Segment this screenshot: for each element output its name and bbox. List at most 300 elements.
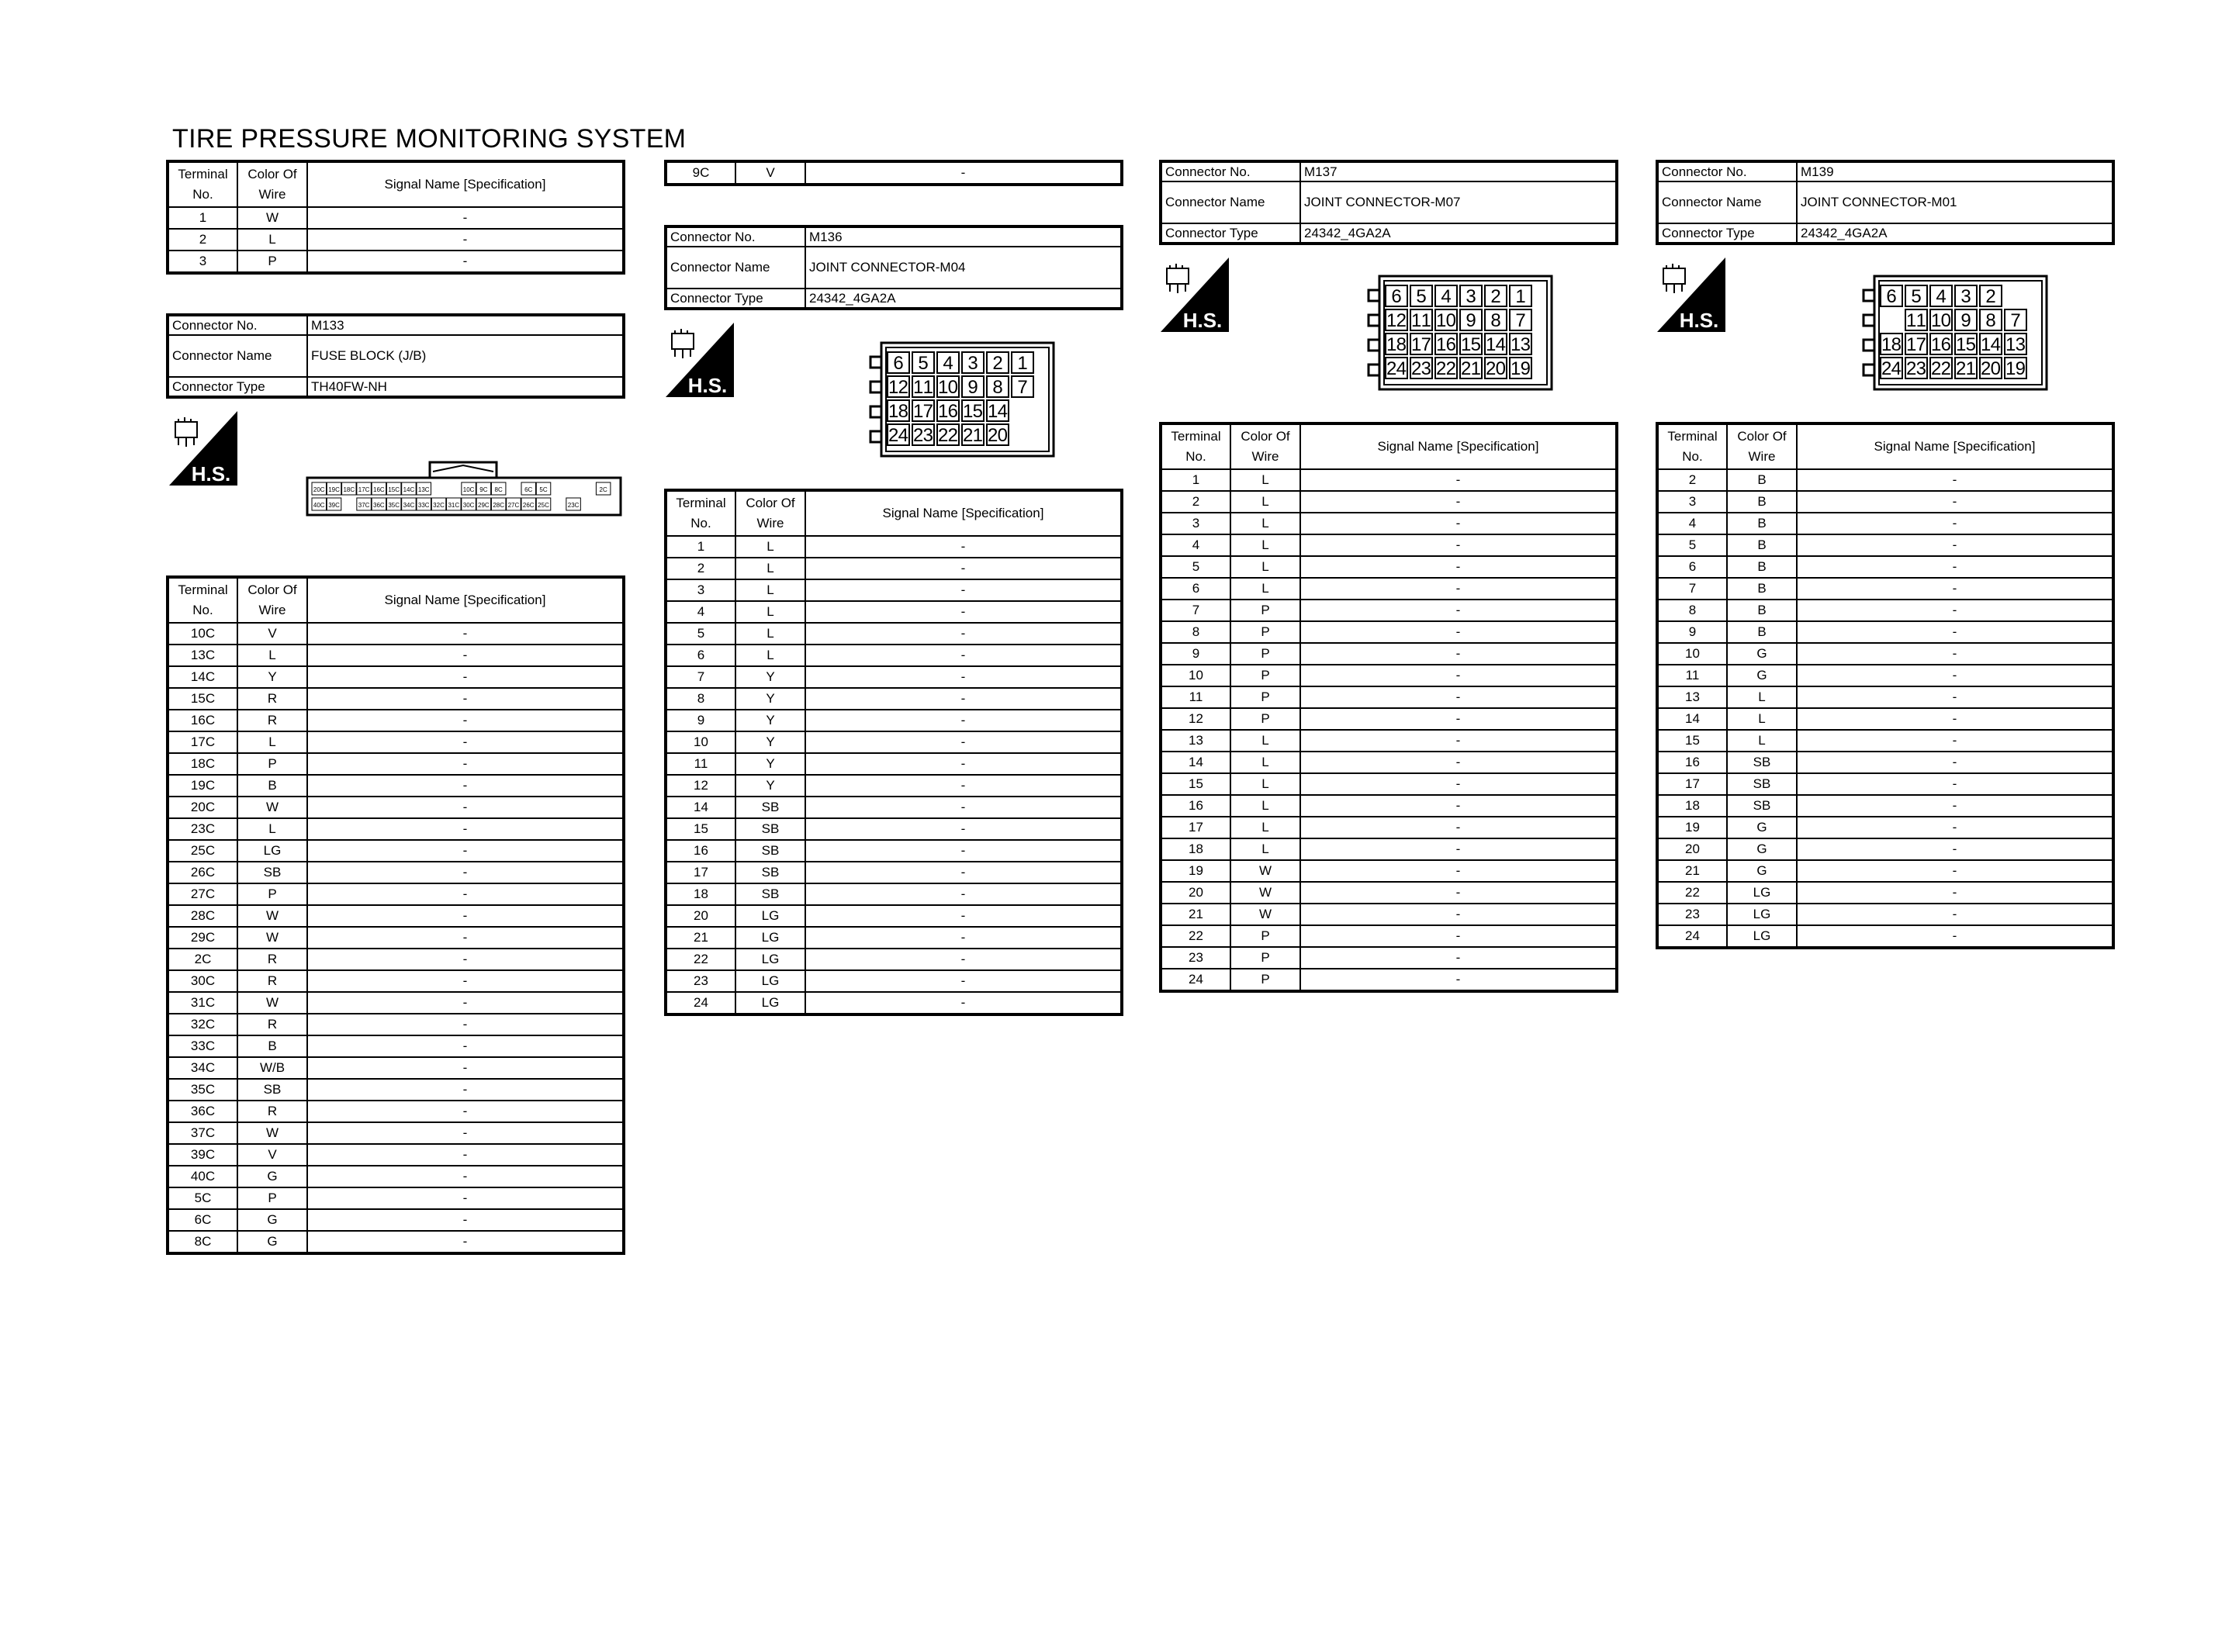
table-body: [1161, 469, 1617, 991]
pin-label: 2: [1490, 286, 1501, 307]
signal-cell: -: [805, 161, 1122, 185]
terminal-cell: 12: [1161, 708, 1230, 730]
signal-cell: -: [1300, 643, 1617, 665]
signal-header: Signal Name [Specification]: [1797, 423, 2113, 469]
terminal-cell: 2: [1161, 491, 1230, 513]
table-row: [168, 862, 624, 883]
pin-label: 26C: [522, 502, 535, 509]
signal-cell: -: [307, 818, 624, 840]
signal-cell: -: [1797, 904, 2113, 925]
pin-label: 3: [967, 353, 978, 374]
pin-label: 17: [913, 401, 933, 422]
wire-color-cell: LG: [735, 992, 805, 1014]
table-row: [1657, 708, 2113, 730]
terminal-cell: 15: [1657, 730, 1727, 752]
table-row: [1161, 686, 1617, 708]
signal-cell: -: [307, 927, 624, 949]
wire-color-cell: LG: [735, 949, 805, 970]
table-row: [1161, 534, 1617, 556]
pin-label: 20C: [313, 486, 325, 493]
terminal-cell: 11: [1161, 686, 1230, 708]
terminal-cell: 22: [1657, 882, 1727, 904]
signal-cell: -: [307, 645, 624, 666]
signal-cell: -: [1797, 925, 2113, 948]
terminal-cell: 23: [666, 970, 735, 992]
terminal-cell: 34C: [168, 1057, 237, 1079]
connector-type-value: 24342_4GA2A: [1797, 223, 2113, 244]
signal-cell: -: [1797, 643, 2113, 665]
connector-no-label: Connector No.: [1657, 161, 1797, 181]
pin-label: 16: [938, 401, 958, 422]
table-row: [168, 818, 624, 840]
pin-label: 21: [963, 425, 983, 446]
signal-cell: -: [307, 1209, 624, 1231]
pin-label: 5: [1911, 286, 1922, 307]
table-row: [1657, 817, 2113, 838]
pin-label: 15: [1461, 334, 1481, 355]
color-header: Color Of Wire: [735, 490, 805, 536]
signal-cell: -: [1300, 578, 1617, 600]
pin-label: 36C: [373, 502, 385, 509]
signal-cell: -: [1300, 904, 1617, 925]
table-row: [168, 775, 624, 797]
connector-name-label: Connector Name: [168, 335, 307, 377]
wire-color-cell: B: [237, 775, 307, 797]
page-title: TIRE PRESSURE MONITORING SYSTEM: [172, 124, 687, 154]
terminal-cell: 19: [1657, 817, 1727, 838]
signal-cell: -: [1797, 578, 2113, 600]
terminal-cell: 12: [666, 775, 735, 797]
table-row: [1161, 969, 1617, 991]
terminal-table-m133: [166, 575, 625, 1255]
table-row: [666, 731, 1122, 753]
wire-color-cell: L: [1230, 534, 1300, 556]
terminal-cell: 6C: [168, 1209, 237, 1231]
signal-cell: -: [805, 818, 1122, 840]
pin-label: 22: [938, 425, 958, 446]
pin-label: 27C: [507, 502, 520, 509]
terminal-header: Terminal No.: [168, 161, 237, 207]
pin-label: 29C: [478, 502, 490, 509]
table-row: [168, 1166, 624, 1187]
table-row: [168, 645, 624, 666]
signal-cell: -: [805, 666, 1122, 688]
signal-cell: -: [1300, 708, 1617, 730]
pin-label: 16: [1931, 334, 1951, 355]
signal-cell: -: [307, 207, 624, 229]
signal-cell: -: [1300, 621, 1617, 643]
wire-color-cell: V: [237, 1144, 307, 1166]
svg-text:H.S.: H.S.: [1679, 309, 1719, 332]
pin-label: 18: [1881, 334, 1902, 355]
wire-color-cell: L: [1230, 556, 1300, 578]
pin-label: 17: [1411, 334, 1431, 355]
wire-color-cell: G: [1727, 643, 1797, 665]
signal-cell: -: [805, 645, 1122, 666]
pin-label: 24: [888, 425, 908, 446]
table-row: [1161, 838, 1617, 860]
wire-color-cell: G: [237, 1231, 307, 1253]
wire-color-cell: P: [1230, 969, 1300, 991]
pin-label: 6: [893, 353, 904, 374]
signal-cell: -: [307, 753, 624, 775]
table-row: [1161, 730, 1617, 752]
signal-cell: -: [1300, 665, 1617, 686]
terminal-cell: 40C: [168, 1166, 237, 1187]
wire-color-cell: W: [1230, 882, 1300, 904]
table-row: [1161, 665, 1617, 686]
pin-label: 9: [1960, 310, 1971, 331]
terminal-cell: 18: [1161, 838, 1230, 860]
table-body: [666, 161, 1122, 185]
wire-color-cell: Y: [237, 666, 307, 688]
wire-color-cell: L: [1230, 752, 1300, 773]
signal-cell: -: [805, 840, 1122, 862]
table-row: [168, 623, 624, 645]
signal-cell: -: [307, 862, 624, 883]
table-row: [1657, 665, 2113, 686]
pin-label: 24: [1386, 358, 1407, 379]
pin-label: 16C: [373, 486, 385, 493]
pin-label: 13C: [417, 486, 430, 493]
terminal-header: Terminal No.: [1161, 423, 1230, 469]
connector-name-value: JOINT CONNECTOR-M07: [1300, 181, 1617, 223]
table-row: [1161, 882, 1617, 904]
terminal-cell: 17: [1657, 773, 1727, 795]
pin-label: 2: [992, 353, 1003, 374]
table-row: [168, 797, 624, 818]
pin-label: 15: [1956, 334, 1976, 355]
table-row: [168, 710, 624, 731]
harness-side-icon: [169, 411, 237, 486]
harness-side-icon: [1161, 257, 1229, 332]
wire-color-cell: R: [237, 710, 307, 731]
wire-color-cell: L: [735, 579, 805, 601]
pin-label: 12: [888, 377, 908, 398]
pin-label: 13: [1511, 334, 1531, 355]
pin-label: 20: [1981, 358, 2001, 379]
pin-label: 10: [938, 377, 958, 398]
pin-label: 13: [2005, 334, 2026, 355]
wire-color-cell: R: [237, 688, 307, 710]
color-header: Color Of Wire: [237, 577, 307, 623]
table-row: [1161, 643, 1617, 665]
terminal-cell: 14: [1657, 708, 1727, 730]
wire-color-cell: P: [1230, 708, 1300, 730]
pin-label: 23: [913, 425, 933, 446]
signal-cell: -: [307, 1079, 624, 1101]
wire-color-cell: B: [1727, 621, 1797, 643]
pin-label: 39C: [328, 502, 340, 509]
wire-color-cell: LG: [735, 927, 805, 949]
terminal-cell: 24: [1657, 925, 1727, 948]
table-row: [1657, 795, 2113, 817]
signal-cell: -: [805, 883, 1122, 905]
pin-label: 6: [1391, 286, 1402, 307]
terminal-cell: 10: [1161, 665, 1230, 686]
pin-label: 40C: [313, 502, 325, 509]
table-row: [666, 797, 1122, 818]
wire-color-cell: L: [1230, 773, 1300, 795]
pin-label: 5: [918, 353, 929, 374]
pin-label: 30C: [462, 502, 475, 509]
wire-color-cell: SB: [735, 818, 805, 840]
pin-label: 20: [1486, 358, 1506, 379]
wire-color-cell: G: [1727, 665, 1797, 686]
signal-cell: -: [1300, 773, 1617, 795]
pin-label: 23: [1906, 358, 1926, 379]
terminal-cell: 15: [1161, 773, 1230, 795]
terminal-cell: 15C: [168, 688, 237, 710]
connector-type-label: Connector Type: [666, 289, 805, 309]
signal-cell: -: [1300, 534, 1617, 556]
terminal-cell: 4: [1161, 534, 1230, 556]
wire-color-cell: P: [1230, 686, 1300, 708]
wire-color-cell: Y: [735, 666, 805, 688]
wire-color-cell: L: [735, 558, 805, 579]
table-row: [666, 753, 1122, 775]
signal-cell: -: [805, 601, 1122, 623]
pin-label: 18: [1386, 334, 1407, 355]
signal-cell: -: [1300, 838, 1617, 860]
connector-no-value: M137: [1300, 161, 1617, 181]
wire-color-cell: B: [1727, 600, 1797, 621]
table-row: [666, 558, 1122, 579]
pin-label: 8: [1985, 310, 1996, 331]
terminal-cell: 23C: [168, 818, 237, 840]
terminal-cell: 1: [666, 536, 735, 558]
terminal-cell: 6: [1657, 556, 1727, 578]
table-row: [666, 905, 1122, 927]
wire-color-cell: V: [237, 623, 307, 645]
connector-no-value: M133: [307, 315, 624, 335]
signal-cell: -: [1797, 838, 2113, 860]
signal-cell: -: [1300, 925, 1617, 947]
signal-cell: -: [1797, 752, 2113, 773]
wire-color-cell: B: [1727, 491, 1797, 513]
table-row: [666, 775, 1122, 797]
wire-color-cell: L: [735, 623, 805, 645]
table-row: [1161, 621, 1617, 643]
wire-color-cell: L: [1727, 708, 1797, 730]
terminal-cell: 9: [1657, 621, 1727, 643]
table-row: [1657, 578, 2113, 600]
connector-type-label: Connector Type: [1657, 223, 1797, 244]
pin-label: 9C: [479, 486, 488, 493]
signal-cell: -: [307, 1101, 624, 1122]
pin-label: 2C: [599, 486, 607, 493]
table-row: [168, 753, 624, 775]
wire-color-cell: R: [237, 1014, 307, 1035]
terminal-cell: 31C: [168, 992, 237, 1014]
terminal-cell: 30C: [168, 970, 237, 992]
signal-cell: -: [1797, 860, 2113, 882]
pin-label: 7: [1017, 377, 1028, 398]
table-row: [666, 949, 1122, 970]
connector-face-m139: [1860, 275, 2050, 391]
terminal-cell: 18: [1657, 795, 1727, 817]
terminal-cell: 5: [1161, 556, 1230, 578]
signal-cell: -: [1300, 795, 1617, 817]
terminal-cell: 33C: [168, 1035, 237, 1057]
signal-cell: -: [1797, 556, 2113, 578]
terminal-cell: 18: [666, 883, 735, 905]
table-header: [1161, 423, 1617, 469]
table-row: [666, 818, 1122, 840]
terminal-table-m139: [1656, 422, 2115, 949]
table-row: [666, 688, 1122, 710]
table-row: [1657, 643, 2113, 665]
wire-color-cell: P: [1230, 621, 1300, 643]
terminal-cell: 13: [1161, 730, 1230, 752]
terminal-cell: 20C: [168, 797, 237, 818]
table-row: [1657, 904, 2113, 925]
wire-color-cell: G: [237, 1166, 307, 1187]
wire-color-cell: P: [1230, 600, 1300, 621]
terminal-cell: 26C: [168, 862, 237, 883]
terminal-cell: 4: [666, 601, 735, 623]
terminal-cell: 32C: [168, 1014, 237, 1035]
terminal-cell: 19C: [168, 775, 237, 797]
terminal-cell: 16C: [168, 710, 237, 731]
wire-color-cell: P: [237, 883, 307, 905]
pin-label: 19C: [328, 486, 340, 493]
terminal-cell: 16: [666, 840, 735, 862]
table-row: [168, 927, 624, 949]
wire-color-cell: L: [237, 731, 307, 753]
terminal-cell: 28C: [168, 905, 237, 927]
table-row: [168, 1144, 624, 1166]
connector-no-value: M139: [1797, 161, 2113, 181]
table-row: [1657, 752, 2113, 773]
connector-type-value: 24342_4GA2A: [805, 289, 1122, 309]
table-row: [666, 840, 1122, 862]
terminal-cell: 14: [1161, 752, 1230, 773]
table-row: [1657, 600, 2113, 621]
pin-label: 21: [1956, 358, 1976, 379]
connector-name-value: JOINT CONNECTOR-M01: [1797, 181, 2113, 223]
terminal-cell: 7: [666, 666, 735, 688]
wire-color-cell: L: [1230, 817, 1300, 838]
signal-cell: -: [307, 623, 624, 645]
terminal-cell: 5: [1657, 534, 1727, 556]
wire-color-cell: Y: [735, 710, 805, 731]
pin-label: 9: [1466, 310, 1476, 331]
wire-color-cell: P: [1230, 947, 1300, 969]
pin-label: 6C: [524, 486, 533, 493]
terminal-cell: 21: [1657, 860, 1727, 882]
terminal-cell: 5C: [168, 1187, 237, 1209]
wire-color-cell: W: [237, 1122, 307, 1144]
signal-header: Signal Name [Specification]: [307, 577, 624, 623]
wire-color-cell: L: [1230, 469, 1300, 491]
signal-cell: -: [307, 688, 624, 710]
pin-label: 21: [1461, 358, 1481, 379]
terminal-cell: 9: [1161, 643, 1230, 665]
table-row: [666, 992, 1122, 1014]
wire-color-cell: L: [1727, 686, 1797, 708]
table-row: [666, 862, 1122, 883]
signal-cell: -: [1300, 882, 1617, 904]
pin-label: 11: [913, 377, 933, 398]
table-row: [666, 623, 1122, 645]
table-row: [666, 666, 1122, 688]
table-row: [168, 1187, 624, 1209]
terminal-cell: 9: [666, 710, 735, 731]
table-row: [168, 992, 624, 1014]
signal-cell: -: [1300, 600, 1617, 621]
table-row: [168, 1057, 624, 1079]
signal-header: Signal Name [Specification]: [307, 161, 624, 207]
connector-name-label: Connector Name: [1161, 181, 1300, 223]
terminal-cell: 7: [1161, 600, 1230, 621]
table-row: [1161, 947, 1617, 969]
wire-color-cell: L: [735, 645, 805, 666]
terminal-cell: 6: [1161, 578, 1230, 600]
table-header: [666, 490, 1122, 536]
terminal-cell: 24: [666, 992, 735, 1014]
signal-cell: -: [1797, 708, 2113, 730]
wire-color-cell: L: [237, 645, 307, 666]
table-row: [666, 710, 1122, 731]
pin-label: 24: [1881, 358, 1902, 379]
connector-face-m133: [306, 456, 624, 518]
table-row: [1657, 925, 2113, 948]
terminal-cell: 24: [1161, 969, 1230, 991]
wire-color-cell: L: [1230, 578, 1300, 600]
connector-name-value: JOINT CONNECTOR-M04: [805, 247, 1122, 289]
wire-color-cell: SB: [735, 862, 805, 883]
table-row: [1657, 534, 2113, 556]
signal-cell: -: [1797, 795, 2113, 817]
table-row: [1161, 491, 1617, 513]
terminal-cell: 2: [1657, 469, 1727, 491]
wire-color-cell: W: [1230, 904, 1300, 925]
signal-cell: -: [1300, 556, 1617, 578]
wire-color-cell: B: [1727, 578, 1797, 600]
table-row: [168, 251, 624, 273]
connector-name-label: Connector Name: [666, 247, 805, 289]
terminal-cell: 6: [666, 645, 735, 666]
table-row: [1161, 556, 1617, 578]
terminal-table-top: [166, 160, 625, 275]
color-header: Color Of Wire: [1230, 423, 1300, 469]
connector-no-label: Connector No.: [168, 315, 307, 335]
wire-color-cell: LG: [735, 905, 805, 927]
pin-label: 18: [888, 401, 908, 422]
signal-cell: -: [1300, 513, 1617, 534]
table-row: [1657, 773, 2113, 795]
signal-cell: -: [805, 862, 1122, 883]
table-row: [1657, 621, 2113, 643]
signal-cell: -: [1797, 686, 2113, 708]
table-row: [1161, 904, 1617, 925]
terminal-cell: 29C: [168, 927, 237, 949]
table-body: [168, 623, 624, 1253]
pin-label: 33C: [417, 502, 430, 509]
table-row: [1657, 882, 2113, 904]
signal-cell: -: [1797, 600, 2113, 621]
wire-color-cell: L: [237, 818, 307, 840]
signal-cell: -: [307, 1231, 624, 1253]
terminal-cell: 21: [666, 927, 735, 949]
wire-color-cell: W: [237, 905, 307, 927]
terminal-cell: 20: [1657, 838, 1727, 860]
terminal-cell: 27C: [168, 883, 237, 905]
table-row: [666, 579, 1122, 601]
table-row: [168, 949, 624, 970]
pin-label: 18C: [343, 486, 355, 493]
